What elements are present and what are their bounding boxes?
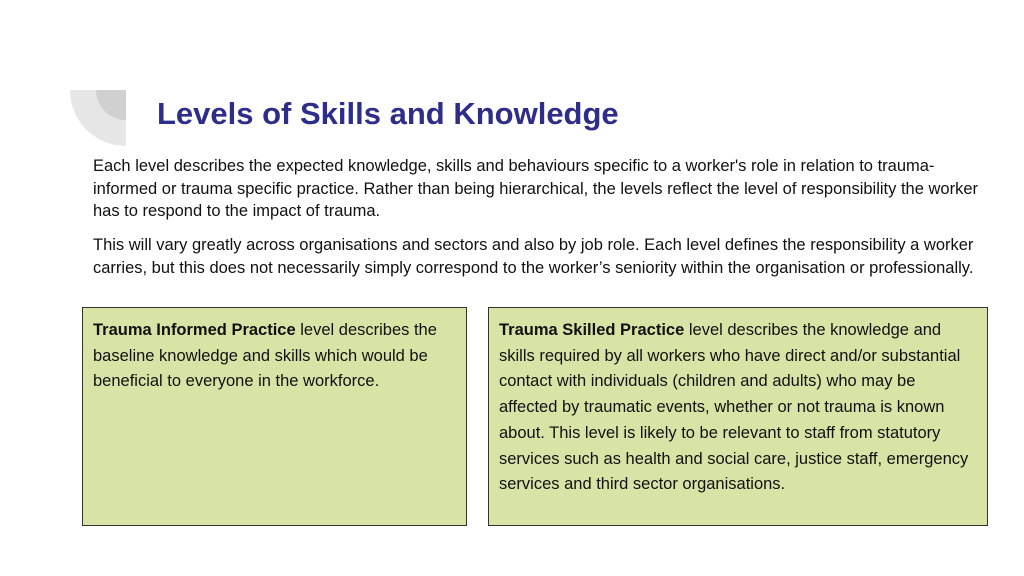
box-heading: Trauma Informed Practice xyxy=(93,321,296,339)
box-heading: Trauma Skilled Practice xyxy=(499,321,685,339)
trauma-skilled-practice-box xyxy=(488,307,988,526)
corner-decoration xyxy=(70,90,126,146)
intro-paragraph: Each level describes the expected knowledge, skills and behaviours specific to a worker's role in relation to trauma-informed or trauma specific practice. Rather than being hierarchical, the levels reflect the level of responsibility the worker has to respond to the impact of trauma. xyxy=(93,157,978,220)
box-text: level describes the baseline knowledge and skills which would be beneficial to everyone in the workforce. xyxy=(93,321,437,391)
context-paragraph: This will vary greatly across organisations and sectors and also by job role. Each level defines the responsibility a worker carries, but this does not necessarily simply correspond to the worker’s seniority within the organisation or professionally. xyxy=(93,236,974,277)
slide-title: Levels of Skills and Knowledge xyxy=(157,96,619,131)
box-text: level describes the knowledge and skills required by all workers who have direct and/or substantial contact with individuals (children and adults) who may be affected by traumatic events, whether or not trauma is known about. This level is likely to be relevant to staff from statutory services such as health and social care, justice staff, emergency services and third sector organisations. xyxy=(499,321,969,494)
trauma-informed-practice-box xyxy=(82,307,467,526)
